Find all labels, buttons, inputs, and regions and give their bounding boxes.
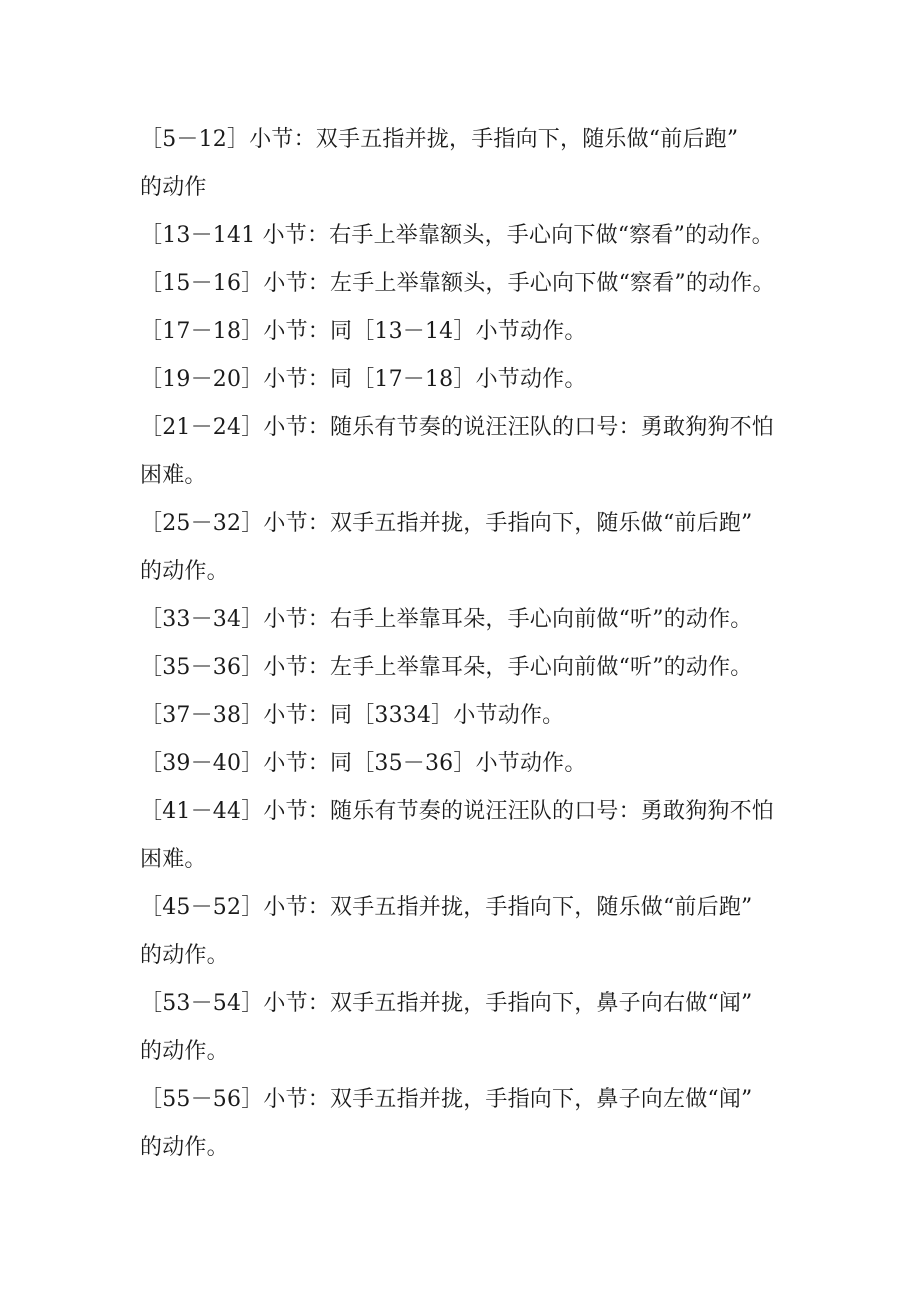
- paragraph-line: ［13－141 小节：右手上举靠额头，手心向下做“察看”的动作。: [140, 223, 774, 248]
- paragraph-line: ［15－16］小节：左手上举靠额头，手心向下做“察看”的动作。: [140, 271, 775, 296]
- paragraph-line: 的动作。: [140, 1135, 229, 1160]
- paragraph-bars-37-38: [140, 692, 785, 740]
- paragraph-line: ［21－24］小节：随乐有节奏的说汪汪队的口号：勇敢狗狗不怕: [140, 415, 774, 440]
- document-body: [140, 116, 785, 1172]
- paragraph-line: ［25－32］小节：双手五指并拢，手指向下，随乐做“前后跑”: [140, 511, 753, 536]
- paragraph-line: ［55－56］小节：双手五指并拢，手指向下，鼻子向左做“闻”: [140, 1087, 753, 1112]
- paragraph-bars-33-34: [140, 596, 785, 644]
- paragraph-line: 的动作。: [140, 559, 229, 584]
- paragraph-bars-15-16: [140, 260, 785, 308]
- paragraph-bars-17-18: [140, 308, 785, 356]
- paragraph-bars-35-36: [140, 644, 785, 692]
- paragraph-bars-25-32: [140, 500, 785, 596]
- paragraph-line: 的动作。: [140, 1039, 229, 1064]
- paragraph-bars-41-44: [140, 788, 785, 884]
- paragraph-line: 的动作。: [140, 943, 229, 968]
- paragraph-line: ［35－36］小节：左手上举靠耳朵，手心向前做“听”的动作。: [140, 655, 753, 680]
- paragraph-bars-53-54: [140, 980, 785, 1076]
- paragraph-line: 困难。: [140, 463, 207, 488]
- paragraph-line: 的动作: [140, 175, 207, 200]
- paragraph-line: ［53－54］小节：双手五指并拢，手指向下，鼻子向右做“闻”: [140, 991, 753, 1016]
- paragraph-bars-19-20: [140, 356, 785, 404]
- paragraph-bars-13-14: [140, 212, 785, 260]
- paragraph-line: ［5－12］小节：双手五指并拢，手指向下，随乐做“前后跑”: [140, 127, 739, 152]
- paragraph-line: ［19－20］小节：同［17－18］小节动作。: [140, 367, 587, 392]
- paragraph-line: ［33－34］小节：右手上举靠耳朵，手心向前做“听”的动作。: [140, 607, 753, 632]
- paragraph-bars-5-12: [140, 116, 785, 212]
- paragraph-line: ［37－38］小节：同［3334］小节动作。: [140, 703, 565, 728]
- paragraph-line: ［41－44］小节：随乐有节奏的说汪汪队的口号：勇敢狗狗不怕: [140, 799, 774, 824]
- paragraph-line: ［39－40］小节：同［35－36］小节动作。: [140, 751, 587, 776]
- paragraph-line: ［17－18］小节：同［13－14］小节动作。: [140, 319, 587, 344]
- paragraph-bars-45-52: [140, 884, 785, 980]
- paragraph-bars-21-24: [140, 404, 785, 500]
- paragraph-bars-39-40: [140, 740, 785, 788]
- paragraph-line: ［45－52］小节：双手五指并拢，手指向下，随乐做“前后跑”: [140, 895, 753, 920]
- paragraph-bars-55-56: [140, 1076, 785, 1172]
- paragraph-line: 困难。: [140, 847, 207, 872]
